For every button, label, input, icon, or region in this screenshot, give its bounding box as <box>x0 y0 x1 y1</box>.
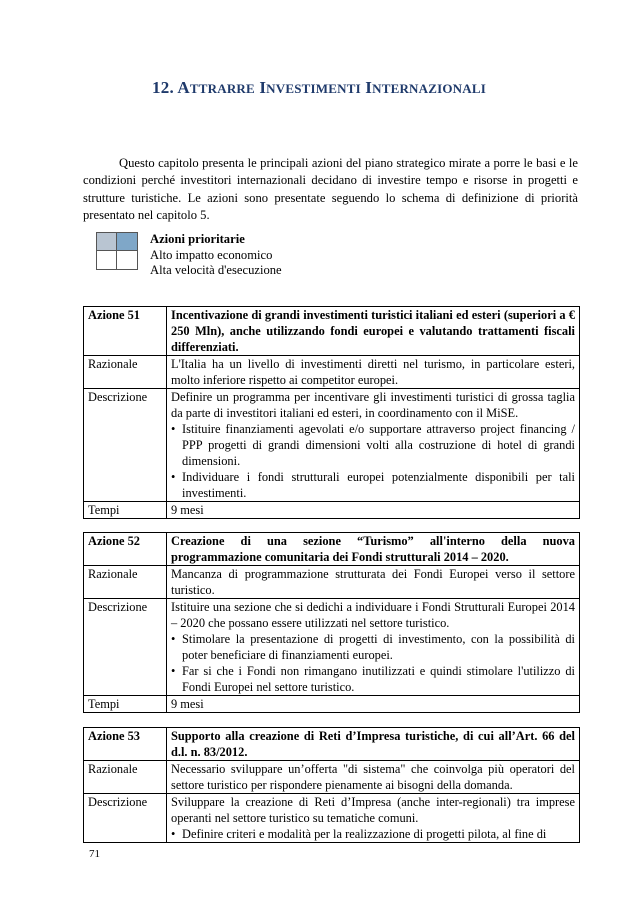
row-label: Tempi <box>84 696 167 713</box>
chapter-title <box>0 78 638 98</box>
row-label: Tempi <box>84 502 167 519</box>
list-item: • Individuare i fondi strutturali europei potenzialmente disponibili per tali investimenti. <box>171 469 575 501</box>
action-id: Azione 51 <box>84 307 167 356</box>
priority-grid-icon <box>96 232 138 270</box>
title-word: INVESTIMENTI <box>259 78 361 97</box>
page-number: 71 <box>89 848 100 860</box>
action-id: Azione 53 <box>84 728 167 761</box>
action-description: Istituire una sezione che si dedichi a individuare i Fondi Strutturali Europei 2014 – 2020 che possano essere utilizzati nel settore turistico. <box>171 600 575 630</box>
row-label: Descrizione <box>84 599 167 696</box>
action-title: Creazione di una sezione “Turismo” all'interno della nuova programmazione comunitaria dei Fondi strutturali 2014 – 2020. <box>167 533 580 566</box>
legend-title: Azioni prioritarie <box>150 232 245 246</box>
action-rationale: Mancanza di programmazione strutturata dei Fondi Europei verso il settore turistico. <box>167 566 580 599</box>
row-label: Descrizione <box>84 794 167 843</box>
action-description: Definire un programma per incentivare gli investimenti turistici di grossa taglia da parte di investitori italiani ed esteri, in coordinamento con il MiSE. <box>171 390 575 420</box>
action-time: 9 mesi <box>167 696 580 713</box>
action-table <box>83 306 580 519</box>
chapter-number: 12. <box>152 78 174 97</box>
action-time: 9 mesi <box>167 502 580 519</box>
title-word: ATTRARRE <box>177 78 255 97</box>
row-label: Razionale <box>84 566 167 599</box>
action-rationale: Necessario sviluppare un’offerta "di sistema" che coinvolga più operatori del settore turistico per rispondere pienamente ai bisogni della domanda. <box>167 761 580 794</box>
action-title: Supporto alla creazione di Reti d’Impresa turistiche, di cui all’Art. 66 del d.l. n. 83/2012. <box>167 728 580 761</box>
row-label: Razionale <box>84 356 167 389</box>
row-label: Descrizione <box>84 389 167 502</box>
legend-line: Alto impatto economico <box>150 247 273 262</box>
title-word: INTERNAZIONALI <box>365 78 486 97</box>
action-description: Sviluppare la creazione di Reti d’Impresa (anche inter-regionali) tra imprese operanti nel settore turistico su tematiche comuni. <box>171 795 575 825</box>
action-id: Azione 52 <box>84 533 167 566</box>
legend-line: Alta velocità d'esecuzione <box>150 263 282 277</box>
list-item: • Definire criteri e modalità per la realizzazione di progetti pilota, al fine di <box>171 826 575 842</box>
list-item: • Istituire finanziamenti agevolati e/o supportare attraverso project financing / PPP progetti di grandi dimensioni volti alla costruzione di hotel di grandi dimensioni. <box>171 421 575 469</box>
action-title: Incentivazione di grandi investimenti turistici italiani ed esteri (superiori a € 250 Mln), anche utilizzando fondi europei e valutando trattamenti fiscali differenziati. <box>167 307 580 356</box>
row-label: Razionale <box>84 761 167 794</box>
action-table <box>83 727 580 843</box>
intro-paragraph: Questo capitolo presenta le principali azioni del piano strategico mirate a porre le basi e le condizioni perché investitori internazionali decidano di investire tempo e risorse in progetti e strutture turistiche. Le azioni sono presentate seguendo lo schema di definizione di priorità presentato nel capitolo 5. <box>83 155 578 223</box>
list-item: • Stimolare la presentazione di progetti di investimento, con la possibilità di poter beneficiare di finanziamenti europei. <box>171 631 575 663</box>
action-rationale: L'Italia ha un livello di investimenti diretti nel turismo, in particolare esteri, molto inferiore rispetto ai competitor europei. <box>167 356 580 389</box>
action-table <box>83 532 580 713</box>
list-item: • Far si che i Fondi non rimangano inutilizzati e quindi stimolare l'utilizzo di Fondi Europei nel settore turistico. <box>171 663 575 695</box>
